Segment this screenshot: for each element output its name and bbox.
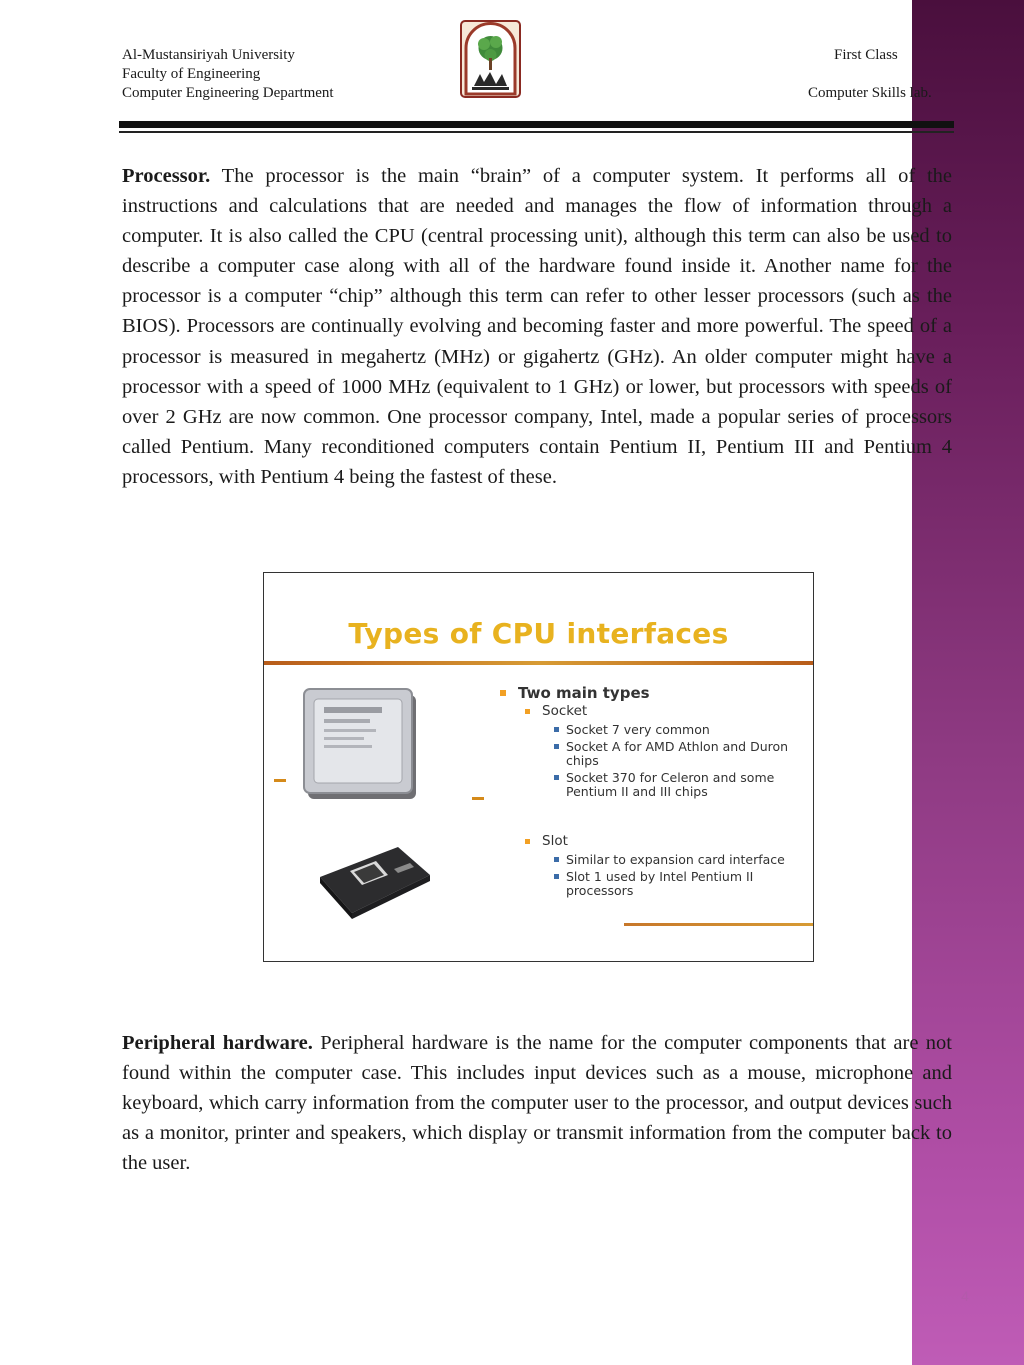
bullet-socket-item: Socket 370 for Celeron and some Pentium II and III chips	[496, 771, 806, 799]
slide-dash	[472, 797, 484, 800]
socket-cpu-image	[302, 687, 420, 801]
bullet-slot-item: Similar to expansion card interface	[496, 853, 806, 867]
university-name: Al-Mustansiriyah University	[122, 47, 295, 63]
bullet-socket-item: Socket 7 very common	[496, 723, 806, 737]
slide-bottom-rule	[624, 923, 813, 926]
slot-cpu-image	[314, 841, 434, 921]
processor-paragraph	[122, 161, 952, 492]
slide-dash	[274, 779, 286, 782]
page-number: 4	[961, 1288, 969, 1304]
faculty-name: Faculty of Engineering	[122, 66, 261, 82]
department-name: Computer Engineering Department	[122, 85, 334, 101]
slide-title: Types of CPU interfaces	[348, 617, 729, 650]
class-label: First Class	[834, 47, 898, 63]
processor-text: The processor is the main “brain” of a computer system. It performs all of the instructions and calculations that are needed and manages the flow of information through a computer. It is also called the CPU (central processing unit), although this term can also be used to describe a computer case along with all of the hardware found inside it. Another name for the processor is a computer “chip” although this term can refer to other lesser processors (such as the BIOS). Processors are continually evolving and becoming faster and more powerful. The speed of a processor is measured in megahertz (MHz) or gigahertz (GHz). An older computer might have a processor with a speed of 1000 MHz (equivalent to 1 GHz) or lower, but processors with speeds of over 2 GHz are now common. One processor company, Intel, made a popular series of processors called Pentium. Many reconditioned computers contain Pentium II, Pentium III and Pentium 4 processors, with Pentium 4 being the fastest of these.	[122, 165, 952, 488]
slide-title-rule	[264, 661, 813, 665]
slide-bullets	[496, 683, 806, 898]
peripheral-heading: Peripheral hardware.	[122, 1032, 313, 1054]
bullet-socket: Socket	[496, 703, 806, 720]
header-left	[122, 46, 334, 103]
university-logo-icon	[460, 20, 521, 98]
bullet-main: Two main types	[496, 683, 806, 703]
peripheral-text: Peripheral hardware is the name for the computer components that are not found within the computer case. This includes input devices such as a mouse, microphone and keyboard, which carry information from the computer user to the processor, and output devices such as a monitor, printer and speakers, which display or transmit information from the computer back to the user.	[122, 1032, 952, 1175]
processor-heading: Processor.	[122, 165, 211, 187]
bullet-slot: Slot	[496, 833, 806, 850]
header-divider-thin	[119, 131, 954, 133]
cpu-interfaces-slide-image	[263, 572, 814, 962]
header-divider	[119, 121, 954, 128]
bullet-socket-item: Socket A for AMD Athlon and Duron chips	[496, 740, 806, 768]
bullet-slot-item: Slot 1 used by Intel Pentium II processors	[496, 870, 806, 898]
lab-label: Computer Skills lab.	[808, 85, 932, 101]
peripheral-paragraph	[122, 1028, 952, 1178]
